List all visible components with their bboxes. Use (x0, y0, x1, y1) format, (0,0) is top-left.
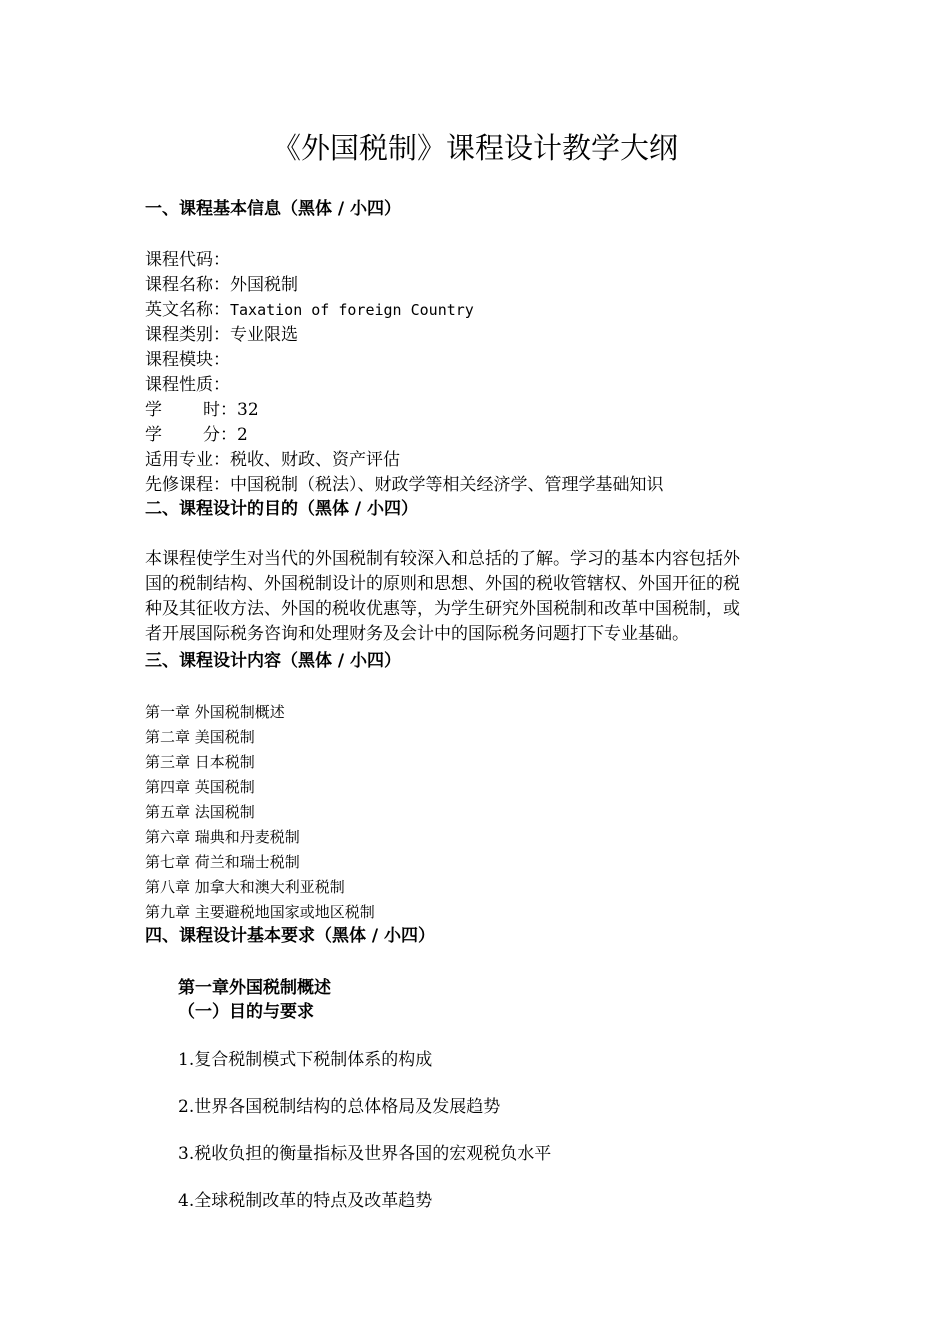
info-label-spaced (145, 423, 237, 448)
paragraph-line: 者开展国际税务咨询和处理财务及会计中的国际税务问题打下专业基础。 (145, 624, 689, 644)
chapter-item: 第一章 外国税制概述 (145, 703, 285, 721)
chapter-item: 第八章 加拿大和澳大利亚税制 (145, 878, 345, 896)
info-label: 课程代码： (145, 250, 230, 270)
info-row-prerequisites (145, 473, 664, 498)
requirement-item: 1.复合税制模式下税制体系的构成 (178, 1050, 433, 1070)
chapter-item: 第七章 荷兰和瑞士税制 (145, 853, 300, 871)
info-value: 税收、财政、资产评估 (230, 450, 400, 470)
info-row-course-name (145, 273, 664, 298)
purpose-paragraph (145, 547, 810, 647)
requirement-item: 3.税收负担的衡量指标及世界各国的宏观税负水平 (178, 1144, 552, 1164)
info-label: 课程名称： (145, 275, 230, 295)
info-label-rest: 分： (203, 425, 237, 445)
info-label: 先修课程： (145, 475, 230, 495)
info-label: 课程性质： (145, 375, 230, 395)
requirement-item: 4.全球税制改革的特点及改革趋势 (178, 1191, 433, 1211)
info-row-credits (145, 423, 664, 448)
info-label: 课程模块： (145, 350, 230, 370)
info-label-first-char: 学 (145, 425, 162, 445)
info-label: 适用专业： (145, 450, 230, 470)
course-info-list (145, 248, 664, 498)
requirement-item: 2.世界各国税制结构的总体格局及发展趋势 (178, 1097, 501, 1117)
info-row-course-nature (145, 373, 664, 398)
requirements-sub-title: （一）目的与要求 (178, 1002, 314, 1022)
section-heading-content: 三、课程设计内容（黑体 / 小四） (145, 651, 402, 671)
info-value: 2 (237, 425, 248, 445)
info-value: Taxation of foreign Country (230, 301, 474, 319)
info-value: 专业限选 (230, 325, 298, 345)
chapter-item: 第六章 瑞典和丹麦税制 (145, 828, 300, 846)
paragraph-line: 种及其征收方法、外国的税收优惠等，为学生研究外国税制和改革中国税制，或 (145, 599, 740, 619)
info-label-spaced (145, 398, 237, 423)
info-label-first-char: 学 (145, 400, 162, 420)
info-row-course-module (145, 348, 664, 373)
info-row-applicable-majors (145, 448, 664, 473)
info-label: 英文名称： (145, 300, 230, 320)
paragraph-line: 本课程使学生对当代的外国税制有较深入和总括的了解。学习的基本内容包括外 (145, 549, 740, 569)
info-label-rest: 时： (203, 400, 237, 420)
info-row-course-code (145, 248, 664, 273)
info-value: 中国税制（税法）、财政学等相关经济学、管理学基础知识 (230, 475, 664, 495)
info-value: 32 (237, 400, 259, 420)
info-label: 课程类别： (145, 325, 230, 345)
chapter-item: 第五章 法国税制 (145, 803, 255, 821)
info-value: 外国税制 (230, 275, 298, 295)
chapter-item: 第四章 英国税制 (145, 778, 255, 796)
section-heading-requirements: 四、课程设计基本要求（黑体 / 小四） (145, 926, 436, 946)
requirements-chapter-title: 第一章外国税制概述 (178, 978, 331, 998)
section-heading-basic-info: 一、课程基本信息（黑体 / 小四） (145, 199, 402, 219)
chapter-list (145, 700, 375, 925)
document-title: 《外国税制》课程设计教学大纲 (271, 131, 678, 165)
section-heading-purpose: 二、课程设计的目的（黑体 / 小四） (145, 499, 419, 519)
paragraph-line: 国的税制结构、外国税制设计的原则和思想、外国的税收管辖权、外国开征的税 (145, 574, 740, 594)
chapter-item: 第三章 日本税制 (145, 753, 255, 771)
info-row-english-name (145, 298, 664, 323)
info-row-hours (145, 398, 664, 423)
chapter-item: 第二章 美国税制 (145, 728, 255, 746)
chapter-item: 第九章 主要避税地国家或地区税制 (145, 903, 375, 921)
info-row-course-category (145, 323, 664, 348)
